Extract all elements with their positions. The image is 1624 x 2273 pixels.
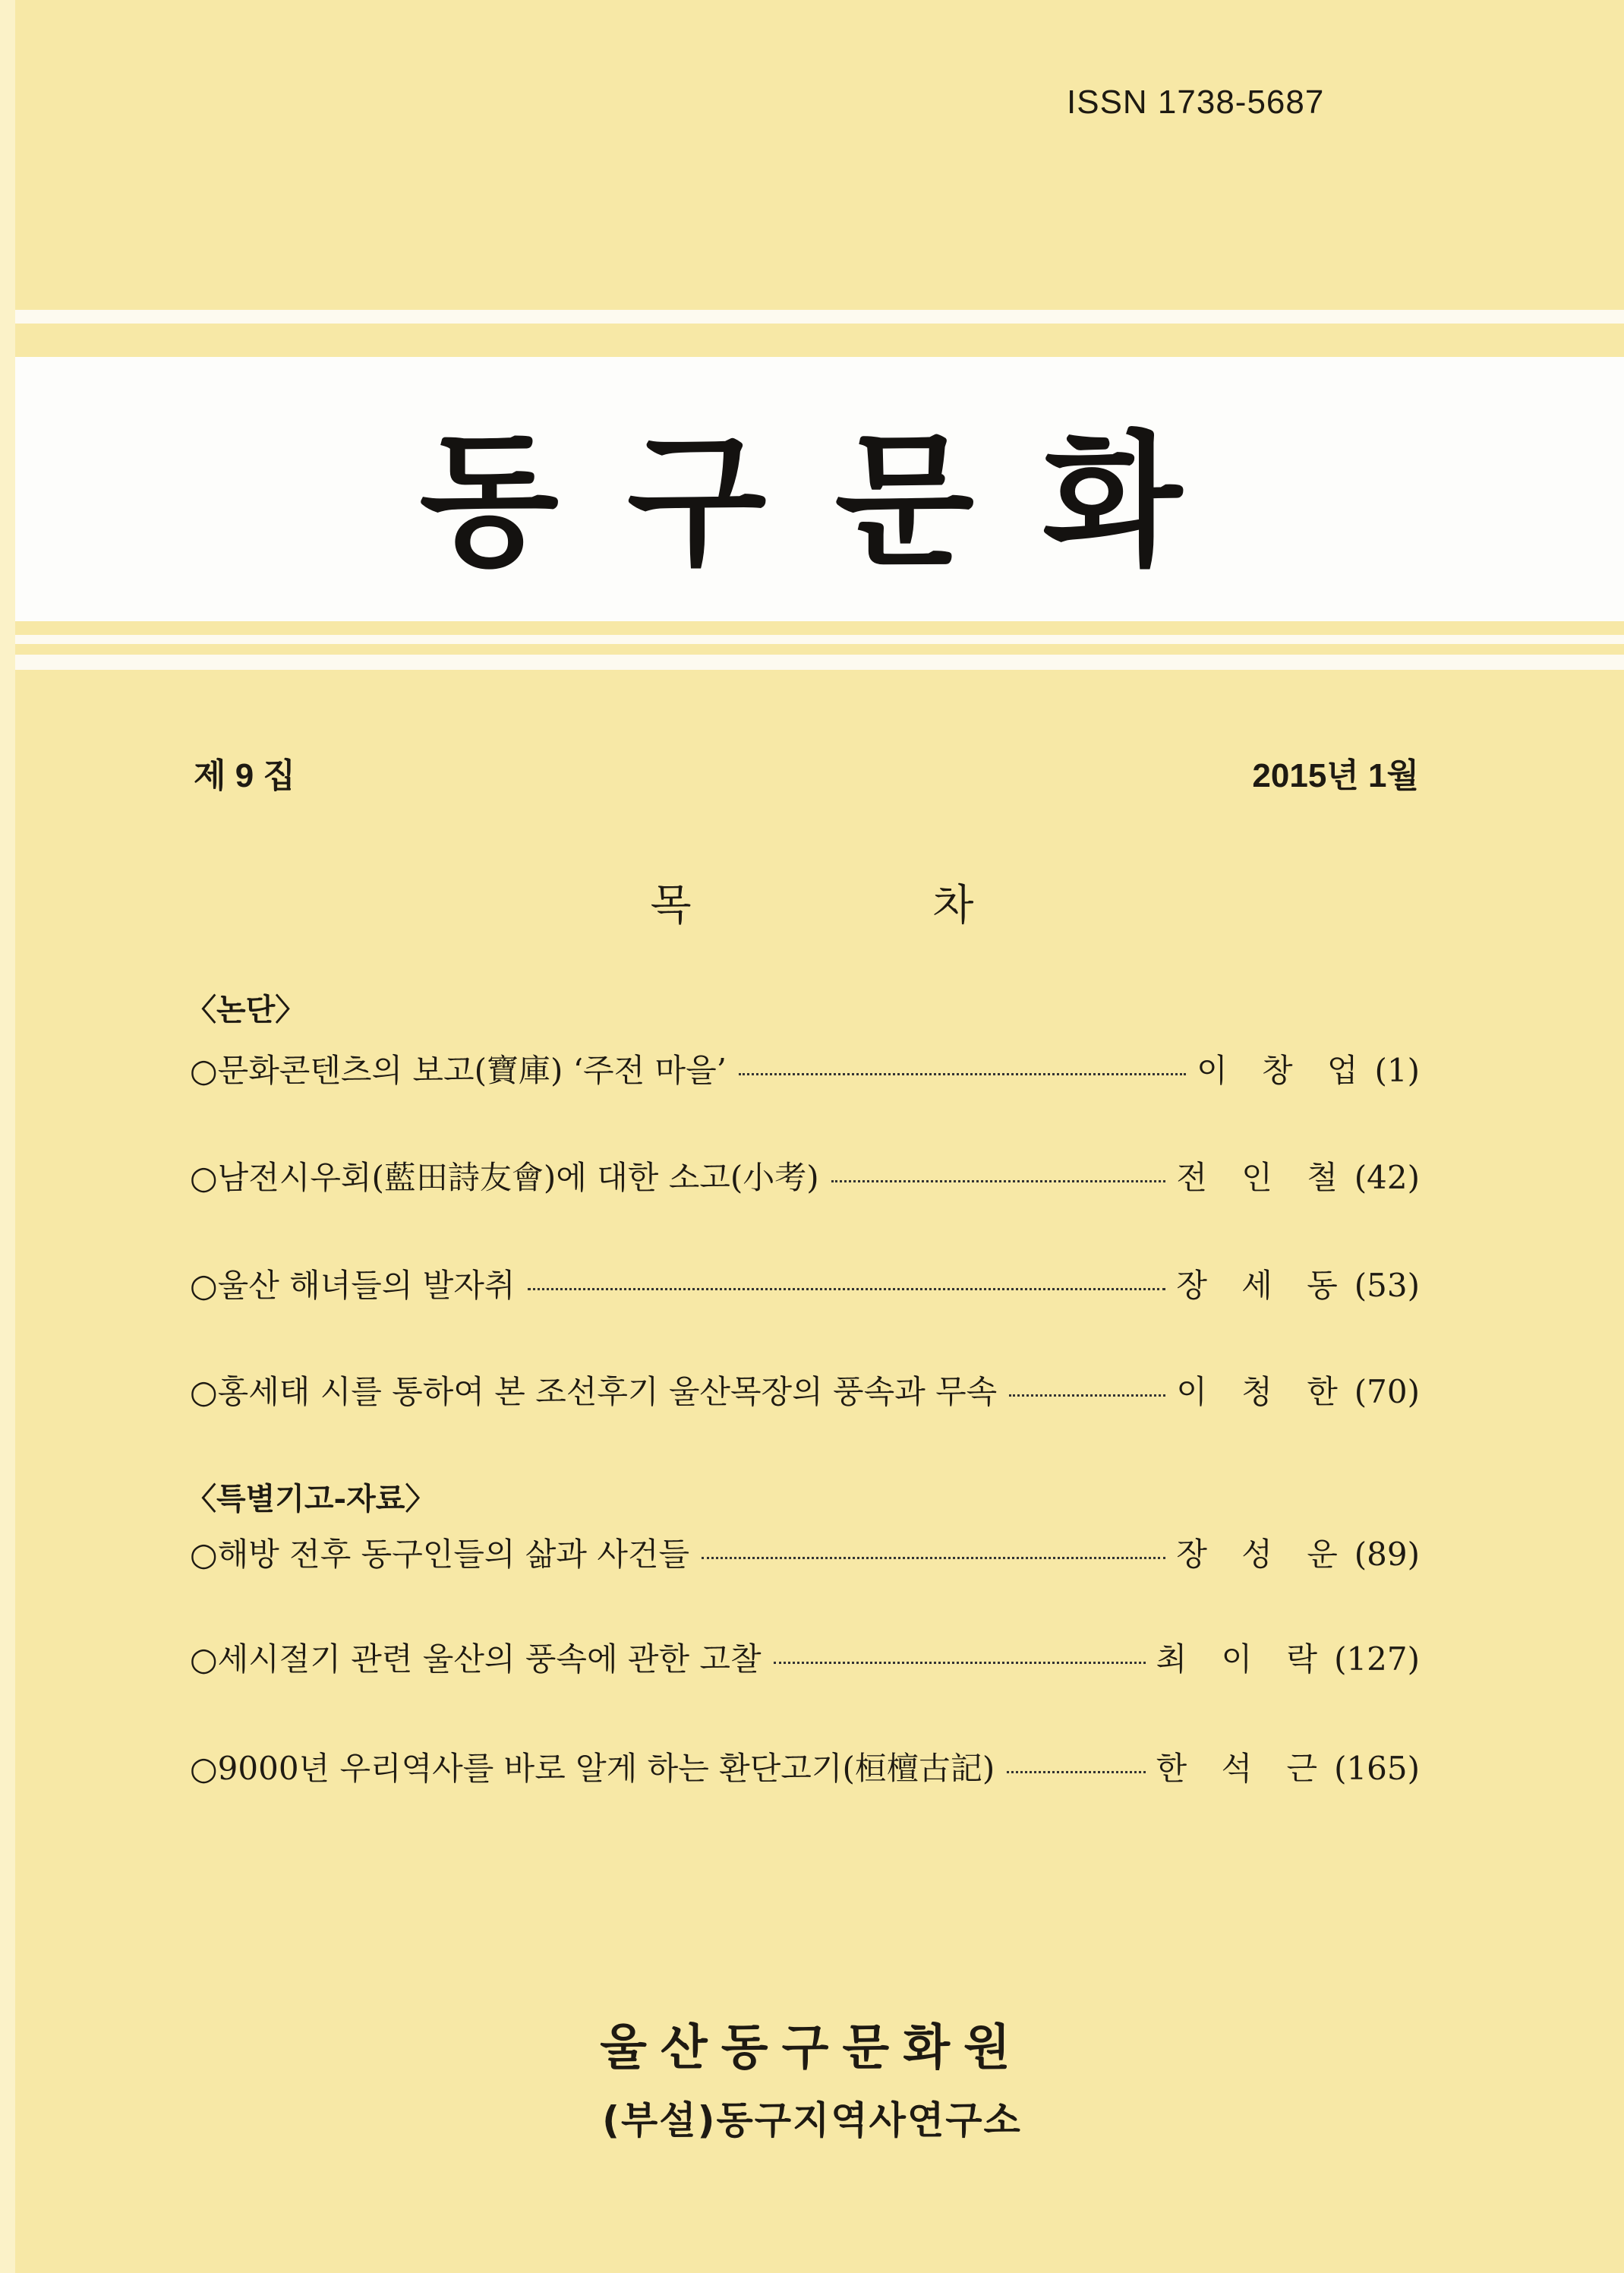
section-heading-nondan: 〈논단〉 [186, 992, 306, 1028]
toc-entry-title: ○세시절기 관련 울산의 풍속에 관한 고찰 [190, 1640, 762, 1678]
toc-entry-page: (42) [1354, 1159, 1420, 1196]
toc-entry [190, 1046, 1420, 1088]
toc-entry-title: ○해방 전후 동구인들의 삶과 사건들 [190, 1536, 690, 1573]
publisher-subtitle: (부설)동구지역사연구소 [602, 2098, 1022, 2142]
journal-title: 동구문화 [419, 417, 1250, 586]
toc-entry [190, 1530, 1420, 1572]
title-band-top-stripe [15, 310, 1624, 324]
toc-entry-author: 장 성 운 [1176, 1536, 1350, 1573]
toc-entry [190, 1634, 1420, 1677]
publisher-name: 울산동구문화원 [600, 2020, 1024, 2076]
section-heading-special: 〈특별기고-자료〉 [186, 1481, 436, 1517]
toc-heading: 목 차 [650, 881, 1088, 930]
toc-entry-author: 한 석 근 [1156, 1750, 1330, 1787]
toc-entry-page: (127) [1334, 1640, 1420, 1678]
issue-date: 2015년 1월 [1252, 757, 1419, 794]
toc-entry-title: ○9000년 우리역사를 바로 알게 하는 환단고기(桓檀古記) [190, 1750, 995, 1787]
cover-left-edge [0, 0, 15, 2273]
dot-leader [1007, 1771, 1145, 1773]
title-band [15, 357, 1624, 621]
dot-leader [831, 1180, 1166, 1182]
toc-entry [190, 1153, 1420, 1195]
dot-leader [702, 1557, 1165, 1559]
dot-leader [774, 1662, 1146, 1664]
toc-entry-title: ○문화콘텐츠의 보고(寶庫) ‘주전 마을’ [190, 1052, 727, 1089]
volume-number: 제 9 집 [194, 757, 295, 794]
toc-entry-author: 최 이 락 [1156, 1640, 1330, 1678]
toc-entry-title: ○울산 해녀들의 발자취 [190, 1267, 516, 1304]
toc-entry-page: (1) [1374, 1052, 1420, 1089]
toc-entry [190, 1261, 1420, 1303]
title-band-bottom-stripe-1 [15, 635, 1624, 644]
toc-entry-page: (165) [1334, 1750, 1420, 1787]
toc-entry-author: 장 세 동 [1176, 1267, 1350, 1304]
toc-entry-author: 전 인 철 [1176, 1159, 1350, 1196]
toc-entry-title: ○남전시우회(藍田詩友會)에 대한 소고(小考) [190, 1159, 819, 1196]
dot-leader [528, 1288, 1166, 1290]
toc-entry-page: (53) [1354, 1267, 1420, 1304]
toc-entry-title: ○홍세태 시를 통하여 본 조선후기 울산목장의 풍속과 무속 [190, 1373, 998, 1410]
toc-entry-author: 이 창 업 [1197, 1052, 1370, 1089]
toc-entry-page: (70) [1354, 1373, 1420, 1410]
toc-entry-author: 이 청 한 [1176, 1373, 1350, 1410]
title-band-bottom-stripe-2 [15, 655, 1624, 670]
issn-number: ISSN 1738-5687 [1067, 84, 1325, 121]
dot-leader [739, 1073, 1186, 1075]
dot-leader [1009, 1394, 1165, 1397]
toc-entry [190, 1367, 1420, 1410]
toc-entry [190, 1744, 1420, 1786]
toc-entry-page: (89) [1354, 1536, 1420, 1573]
